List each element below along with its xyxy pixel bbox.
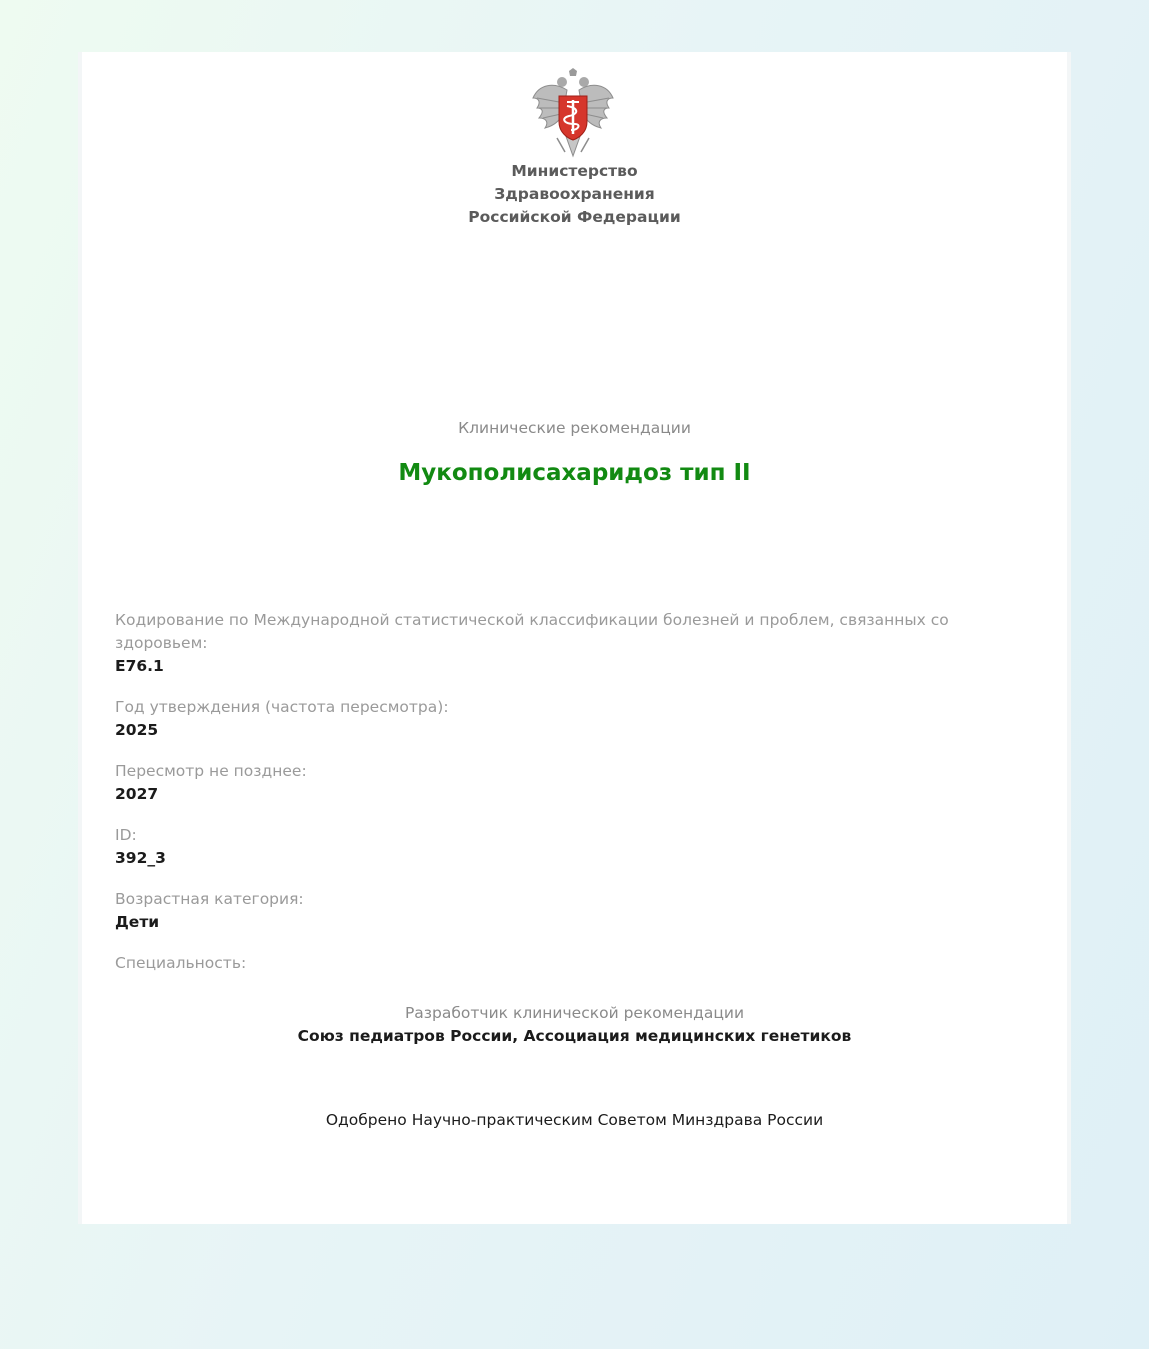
double-headed-eagle-emblem-icon <box>529 68 617 160</box>
metadata-section <box>115 609 1015 975</box>
icd-label: Кодирование по Международной статистической классификации болезней и проблем, связанных со здоровьем: <box>115 611 949 652</box>
specialty-label: Специальность: <box>115 954 247 972</box>
review-label: Пересмотр не позднее: <box>115 762 307 780</box>
ministry-line-1: Министерство <box>511 162 638 180</box>
age-category-label: Возрастная категория: <box>115 890 304 908</box>
ministry-line-2: Здравоохранения <box>494 185 655 203</box>
icd-value: E76.1 <box>115 657 164 675</box>
document-page <box>78 52 1071 1224</box>
ministry-line-3: Российской Федерации <box>468 208 681 226</box>
document-title: Мукополисахаридоз тип II <box>398 460 751 486</box>
id-value: 392_3 <box>115 849 166 867</box>
year-label: Год утверждения (частота пересмотра): <box>115 698 449 716</box>
id-label: ID: <box>115 826 137 844</box>
developer-label: Разработчик клинической рекомендации <box>404 1004 745 1022</box>
year-value: 2025 <box>115 721 159 739</box>
developer-value: Союз педиатров России, Ассоциация медицинских генетиков <box>297 1027 852 1045</box>
developer-section <box>78 1002 1071 1048</box>
approval-note: Одобрено Научно-практическим Советом Минздрава России <box>325 1111 824 1129</box>
document-type: Клинические рекомендации <box>458 419 691 437</box>
age-category-value: Дети <box>115 913 160 931</box>
ministry-name <box>78 160 1071 229</box>
review-value: 2027 <box>115 785 159 803</box>
